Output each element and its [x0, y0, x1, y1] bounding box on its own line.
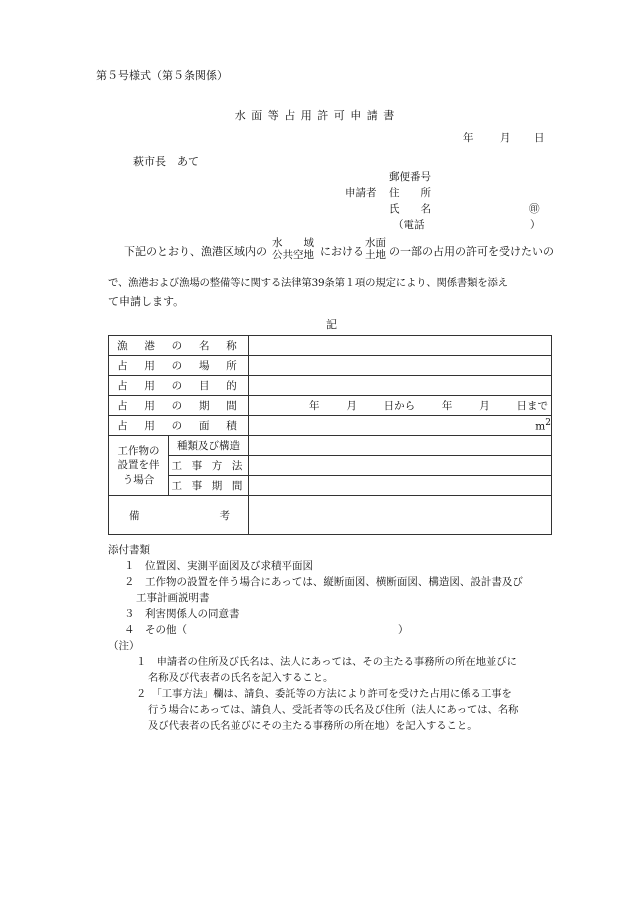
location-label: 占 用 の 場 所 [109, 356, 249, 376]
row-port-name [109, 336, 552, 356]
note-2-line3: 及び代表者の氏名並びにその主たる事務所の所在地）を記入すること。 [148, 720, 478, 732]
row-remarks [109, 496, 552, 535]
choice-land: 土地 [365, 249, 386, 262]
structure-group-line3: う場合 [122, 473, 155, 486]
structure-group-line1: 工作物の [117, 445, 160, 458]
applicant-label: 申請者 [345, 187, 377, 199]
type-structure-label: 種類及び構造 [169, 436, 249, 456]
area-label: 占 用 の 面 積 [109, 416, 249, 436]
period-end-month: 月 [479, 400, 490, 412]
remarks-label-a: 備 [129, 509, 140, 522]
choice-water-area: 水 域 [272, 237, 314, 249]
purpose-label: 占 用 の 目 的 [109, 376, 249, 396]
period-field[interactable] [249, 396, 552, 416]
row-location [109, 356, 552, 376]
page-title: 水 面 等 占 用 許 可 申 請 書 [234, 109, 396, 122]
period-start-day: 日から [383, 400, 416, 412]
period-start-year: 年 [309, 400, 320, 412]
period-end-year: 年 [441, 400, 453, 412]
row-structure-type [109, 436, 552, 456]
construction-period-label: 工 事 期 間 [169, 476, 249, 496]
body-line3: て申請します。 [108, 295, 185, 308]
structure-group-label [109, 436, 169, 496]
row-area [109, 416, 552, 436]
area-unit: m [535, 420, 546, 433]
choice-water-or-public-space [272, 237, 314, 261]
construction-method-field[interactable] [249, 456, 552, 476]
body-line1-c: の一部の占用の許可を受けたいの [389, 245, 554, 258]
attachments-heading: 添付書類 [108, 544, 150, 556]
attachment-item-1: １ 位置図、実測平面図及び求積平面図 [124, 560, 313, 572]
seal-mark: ㊞ [529, 203, 540, 215]
row-construction-period [109, 476, 552, 496]
date-month: 月 [500, 132, 511, 144]
postal-code-label: 郵便番号 [389, 171, 431, 183]
row-purpose [109, 376, 552, 396]
note-1-line2: 名称及び代表者の氏名を記入すること。 [148, 672, 334, 684]
row-construction-method [109, 456, 552, 476]
body-line2: で、漁港および漁場の整備等に関する法律第39条第１項の規定により、関係書類を添え [108, 277, 508, 289]
notes-heading: （注） [108, 640, 140, 652]
area-field[interactable] [249, 416, 552, 436]
address-label: 住 所 [389, 187, 431, 199]
name-label: 氏 名 [389, 203, 431, 215]
remarks-label [109, 496, 249, 535]
application-table [108, 335, 552, 535]
location-field[interactable] [249, 356, 552, 376]
note-1-line1: １ 申請者の住所及び氏名は、法人にあっては、その主たる事務所の所在地並びに [136, 656, 517, 668]
phone-close: ） [530, 219, 541, 231]
remarks-label-b: 考 [219, 509, 231, 522]
phone-label: （電話 [393, 219, 425, 231]
choice-water-surface-or-land [365, 237, 386, 261]
attachment-item-2: ２ 工作物の設置を伴う場合にあっては、縦断面図、横断面図、構造図、設計書及び [124, 576, 523, 588]
attachment-item-3: ３ 利害関係人の同意書 [124, 608, 240, 620]
period-start-month: 月 [346, 400, 357, 412]
note-2-line1: ２ 「工事方法」欄は、請負、委託等の方法により許可を受けた占用に係る工事を [136, 688, 512, 700]
choice-public-space: 公共空地 [272, 249, 314, 262]
remarks-field[interactable] [249, 496, 552, 535]
attachment-item-4-close: ） [398, 624, 409, 636]
period-end-day: 日まで [516, 400, 548, 412]
structure-group-line2: 設置を伴 [117, 459, 160, 472]
port-name-field[interactable] [249, 336, 552, 356]
choice-water-surface: 水面 [365, 237, 386, 249]
purpose-field[interactable] [249, 376, 552, 396]
record-heading: 記 [326, 318, 337, 331]
row-period [109, 396, 552, 416]
period-label: 占 用 の 期 間 [109, 396, 249, 416]
attachment-item-4: ４ その他（ [124, 624, 187, 636]
port-name-label: 漁 港 の 名 称 [109, 336, 249, 356]
construction-period-field[interactable] [249, 476, 552, 496]
addressee: 萩市長 あて [133, 155, 199, 168]
note-2-line2: 行う場合にあっては、請負人、受託者等の氏名及び住所（法人にあっては、名称 [148, 704, 519, 716]
body-line1-a: 下記のとおり、漁港区域内の [124, 245, 267, 258]
date-year: 年 [463, 132, 474, 144]
date-day: 日 [534, 132, 545, 144]
body-line1-b: における [320, 245, 364, 258]
type-structure-field[interactable] [249, 436, 552, 456]
attachment-item-2-cont: 工事計画説明書 [136, 592, 210, 604]
area-unit-sup: 2 [545, 418, 551, 429]
construction-method-label: 工 事 方 法 [169, 456, 249, 476]
form-number: 第５号様式（第５条関係） [96, 69, 228, 82]
